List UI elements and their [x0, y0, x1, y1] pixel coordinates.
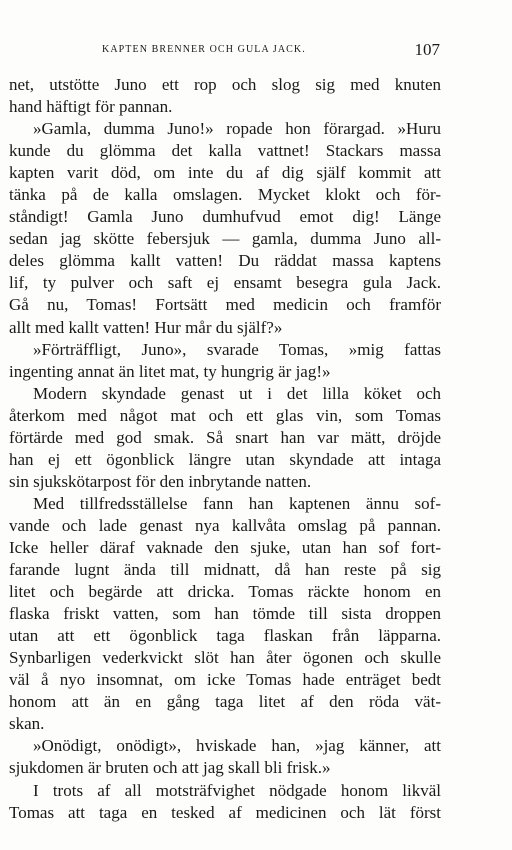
text-line: förtärde med god smak. Så snart han var mätt, dröjde	[9, 427, 441, 447]
text-line: tänka på de kalla omslagen. Mycket klokt och för-	[9, 185, 441, 205]
text-line: lif, ty pulver och saft ej ensamt besegra gula Jack.	[9, 273, 441, 293]
text-line: sin sjukskötarpost för den inbrytande natten.	[9, 471, 312, 491]
running-title: KAPTEN BRENNER OCH GULA JACK.	[102, 44, 306, 55]
text-line: kapten varit död, om inte du af dig själf kommit att	[9, 163, 441, 183]
text-line: net, utstötte Juno ett rop och slog sig med knuten	[9, 75, 441, 94]
text-line: I trots af all motsträfvighet nödgade honom likväl	[33, 780, 441, 800]
text-line: han ej ett ögonblick längre utan skyndade att intaga	[9, 449, 441, 469]
text-line: skan.	[9, 714, 45, 734]
text-line: litet och begärde att dricka. Tomas räckte honom en	[9, 582, 441, 602]
text-line: vande och lade genast nya kallvåta omslag på pannan.	[9, 515, 441, 535]
text-line: allt med kallt vatten! Hur mår du själf?»	[9, 317, 283, 337]
text-line: sjukdomen är bruten och att jag skall bli frisk.»	[9, 758, 331, 778]
text-line: »Förträffligt, Juno», svarade Tomas, »mig fattas	[33, 339, 441, 359]
text-line: ståndigt! Gamla Juno dumhufvud emot dig! Länge	[9, 207, 441, 227]
text-line: honom att än en gång taga litet af den röda vät-	[9, 692, 441, 712]
text-line: kunde du glömma det kalla vattnet! Stackars massa	[9, 141, 441, 161]
page-number: 107	[414, 40, 440, 59]
text-line: ingenting annat än litet mat, ty hungrig är jag!»	[9, 361, 331, 381]
text-line: Tomas att taga en tesked af medicinen och lät först	[9, 802, 441, 822]
running-head	[10, 40, 440, 60]
text-line: flaska friskt vatten, som han tömde till sista droppen	[9, 604, 441, 624]
text-line: Synbarligen vederkvickt slöt han åter ögonen och skulle	[9, 648, 441, 668]
text-line: Modern skyndade genast ut i det lilla köket och	[33, 383, 441, 403]
text-line: »Gamla, dumma Juno!» ropade hon förargad. »Huru	[33, 119, 441, 139]
text-line: utan att ett ögonblick taga flaskan från läpparna.	[9, 626, 441, 646]
text-line: Med tillfredsställelse fann han kaptenen ännu sof-	[33, 493, 441, 513]
text-line: sedan jag skötte febersjuk — gamla, dumma Juno all-	[9, 229, 441, 249]
text-line: Gå nu, Tomas! Fortsätt med medicin och framför	[9, 295, 441, 315]
text-line: »Onödigt, onödigt», hviskade han, »jag känner, att	[33, 736, 441, 756]
text-line: farande lugnt ända till midnatt, då han reste på sig	[9, 560, 441, 580]
text-line: Icke heller däraf vaknade den sjuke, utan han sof fort-	[9, 537, 441, 557]
text-line: deles glömma kallt vatten! Du räddat massa kaptens	[9, 251, 441, 271]
text-line: återkom med något mat och ett glas vin, som Tomas	[9, 405, 441, 425]
text-line: hand häftigt för pannan.	[9, 97, 173, 117]
body-text	[9, 74, 441, 824]
text-line: väl å nyo insomnat, om icke Tomas hade enträget bedt	[9, 670, 441, 690]
